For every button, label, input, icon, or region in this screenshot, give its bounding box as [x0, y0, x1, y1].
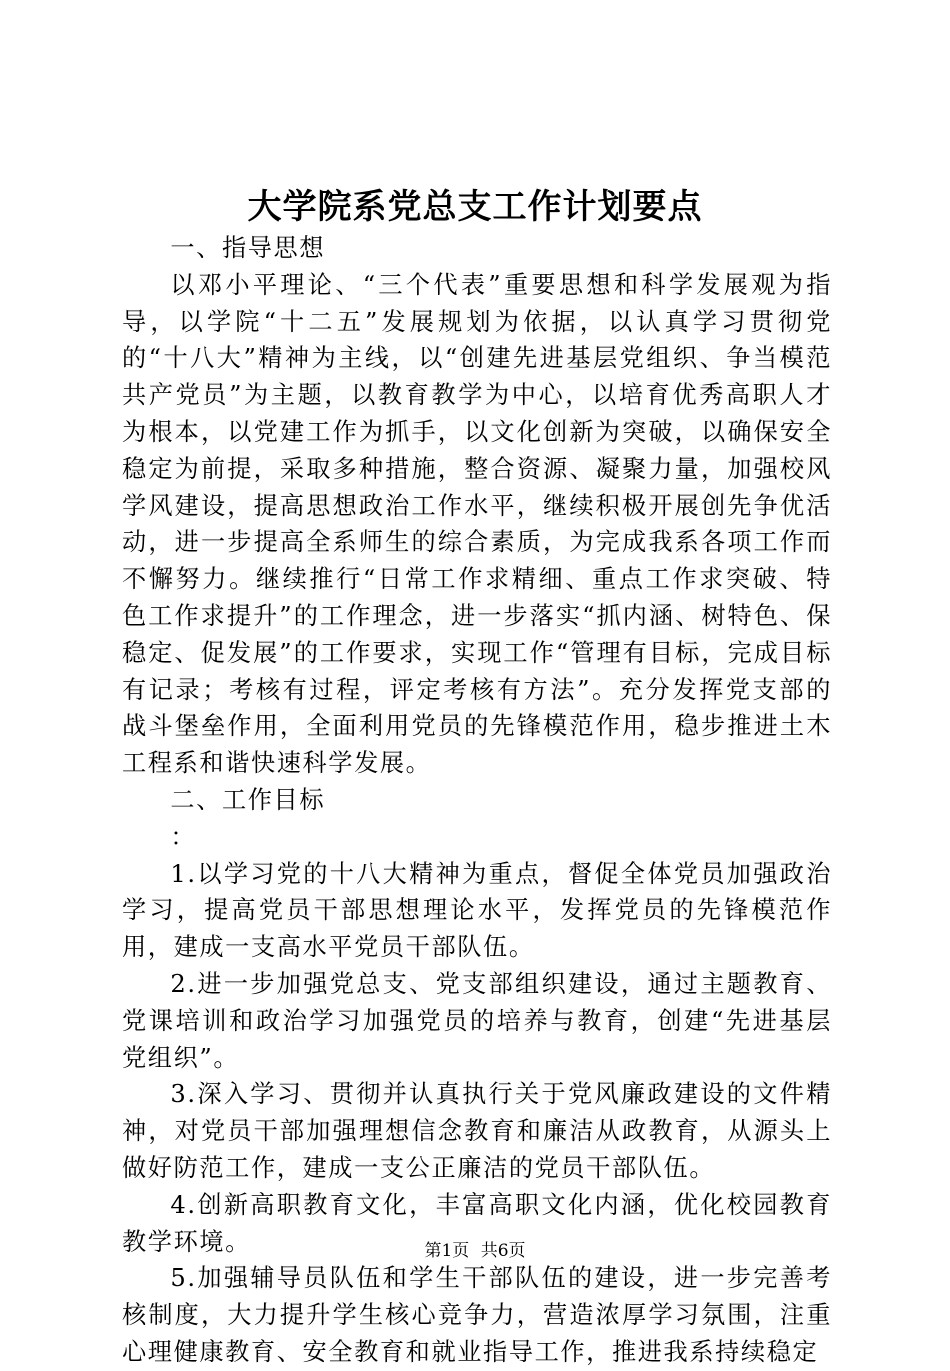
page-total: 共6页 — [480, 1241, 526, 1261]
page-footer — [0, 1238, 950, 1264]
document-title: 大学院系党总支工作计划要点 — [247, 187, 703, 227]
paragraph-colon: ： — [170, 822, 197, 851]
page-number: 第1页 — [424, 1241, 470, 1261]
paragraph-goal-4: 4.创新高职教育文化，丰富高职文化内涵，优化校园教育教学环境。 — [122, 1190, 832, 1256]
paragraph-goal-3: 3.深入学习、贯彻并认真执行关于党风廉政建设的文件精神，对党员干部加强理想信念教育和廉洁从政教育，从源头上做好防范工作，建成一支公正廉洁的党员干部队伍。 — [122, 1080, 832, 1182]
paragraph-goal-5: 5.加强辅导员队伍和学生干部队伍的建设，进一步完善考核制度，大力提升学生核心竞争力，营造浓厚学习氛围，注重心理健康教育、安全教育和就业指导工作，推进我系持续稳定 — [122, 1264, 832, 1366]
document-body — [122, 230, 832, 1371]
section-heading-guiding-ideology: 一、指导思想 — [170, 234, 326, 262]
paragraph-goal-1: 1.以学习党的十八大精神为重点，督促全体党员加强政治学习，提高党员干部思想理论水平，发挥党员的先锋模范作用，建成一支高水平党员干部队伍。 — [122, 859, 832, 962]
paragraph-goal-2: 2.进一步加强党总支、党支部组织建设，通过主题教育、党课培训和政治学习加强党员的培养与教育，创建“先进基层党组织”。 — [122, 969, 832, 1072]
paragraph-guiding-ideology: 以邓小平理论、“三个代表”重要思想和科学发展观为指导，以学院“十二五”发展规划为依据，以认真学习贯彻党的“十八大”精神为主线，以“创建先进基层党组织、争当模范共产党员”为主题，以教育教学为中心，以培育优秀高职人才为根本，以党建工作为抓手，以文化创新为突破，以确保安全稳定为前提，采取多种措施，整合资源、凝聚力量，加强校风学风建设，提高思想政治工作水平，继续积极开展创先争优活动，进一步提高全系师生的综合素质，为完成我系各项工作而不懈努力。继续推行“日常工作求精细、重点工作求突破、特色工作求提升”的工作理念，进一步落实“抓内涵、树特色、保稳定、促发展”的工作要求，实现工作“管理有目标，完成目标有记录；考核有过程，评定考核有方法”。充分发挥党支部的战斗堡垒作用，全面利用党员的先锋模范作用，稳步推进土木工程系和谐快速科学发展。 — [122, 270, 832, 778]
section-heading-work-goals: 二、工作目标 — [170, 785, 326, 814]
